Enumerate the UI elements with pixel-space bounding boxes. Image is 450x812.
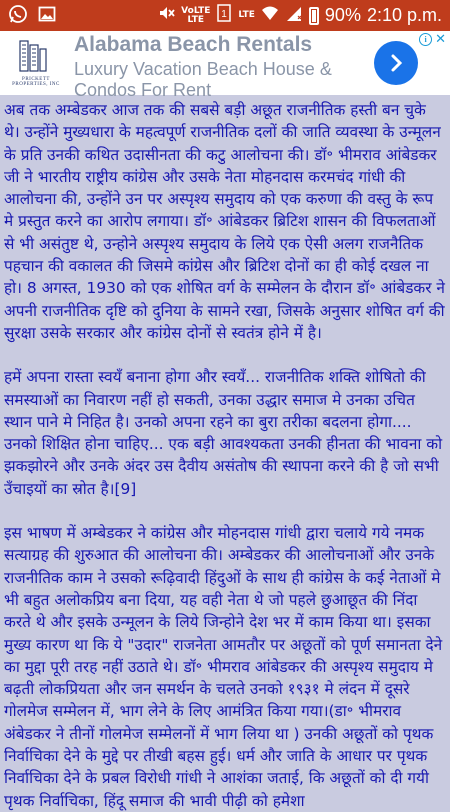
svg-text:1: 1: [221, 9, 228, 20]
ad-choices[interactable]: [419, 33, 446, 46]
article-body[interactable]: [0, 95, 450, 810]
lte-label-2: LTE: [238, 10, 255, 20]
status-left-icons: [8, 4, 56, 28]
article-paragraph-1: अब तक अम्बेडकर आज तक की सबसे बड़ी अछूत राजनीतिक हस्ती बन चुके थे। उन्होंने मुख्यधारा के महत्वपूर्ण राजनीतिक दलों की जाति व्यवस्था के उन्मूलन के प्रति उनकी कथित उदासीनता की कटु आलोचना की। डॉ॰ भीमराव आंबेडकर जी ने भारतीय राष्ट्रीय कांग्रेस और उसके नेता मोहनदास करमचंद गांधी की आलोचना की, उन्होंने उन पर अस्पृश्य समुदाय को एक करुणा की वस्तु के रूप मे प्रस्तुत करने का आरोप लगाया। डॉ॰ आंबेडकर ब्रिटिश शासन की विफलताओं से भी असंतुष्ट थे, उन्होने अस्पृश्य समुदाय के लिये एक ऐसी अलग राजनैतिक पहचान की वकालत की जिसमे कांग्रेस और ब्रिटिश दोनों का ही कोई दखल ना हो। 8 अगस्त, 1930 को एक शोषित वर्ग के सम्मेलन के दौरान डॉ॰ आंबेडकर ने अपनी राजनीतिक दृष्टि को दुनिया के सामने रखा, जिसके अनुसार शोषित वर्ग की सुरक्षा उसके सरकार और कांग्रेस दोनों से स्वतंत्र होने में है।: [4, 101, 445, 342]
ad-title[interactable]: Alabama Beach Rentals: [74, 33, 313, 56]
gallery-icon: [38, 5, 56, 27]
mute-icon: [157, 4, 175, 27]
lte-signal-icon: [216, 3, 232, 28]
status-bar: [0, 0, 450, 31]
whatsapp-icon: [8, 4, 28, 28]
ad-description[interactable]: Luxury Vacation Beach House & Condos For Rent: [74, 59, 332, 100]
clock-time: 2:10 p.m.: [366, 5, 442, 25]
volte-icon: [181, 7, 210, 25]
lte-label-1: LTE: [187, 14, 205, 25]
battery-percent: 90%: [324, 5, 361, 25]
ad-building-logo-icon: [6, 39, 56, 73]
battery-icon: [309, 7, 319, 25]
article-paragraph-3: इस भाषण में अम्बेडकर ने कांग्रेस और मोहनदास गांधी द्वारा चलाये गये नमक सत्याग्रह की शुरुआत की आलोचना की। अम्बेडकर की आलोचनाओं और उनके राजनीतिक काम ने उसको रूढ़िवादी हिंदुओं के साथ ही कांग्रेस के कई नेताओं मे भी बहुत अलोकप्रिय बना दिया, यह वही नेता थे जो पहले छुआछूत की निंदा करते थे और इसके उन्मूलन के लिये जिन्होने देश भर में काम किया था। इसका मुख्य कारण था कि ये "उदार" राजनेता आमतौर पर अछूतों को पूर्ण समानता देने का मुद्दा पूरी तरह नहीं उठाते थे। डॉ॰ भीमराव आंबेडकर की अस्पृश्य समुदाय मे बढ़ती लोकप्रियता और जन समर्थन के चलते उनको १९३१ मे लंदन में दूसरे गोलमेज सम्मेलन में, भाग लेने के लिए आमंत्रित किया गया।(डा॰ भीमराव अंबेडकर ने तीनों गोलमेज सम्मेलनों में भाग लिया था ) उनकी अछूतों को पृथक निर्वाचिका देने के मुद्दे पर तीखी बहस हुई। धर्म और जाति के आधार पर पृथक निर्वाचिका देने के प्रबल विरोधी गांधी ने आशंका जताई, कि अछूतों को दी गयी पृथक निर्वाचिका, हिंदू समाज की भावी पीढ़ी को हमेशा: [4, 524, 443, 810]
ad-info-icon[interactable]: i: [419, 33, 432, 46]
status-right-icons: [157, 3, 442, 28]
ad-logo[interactable]: [6, 39, 60, 87]
ad-arrow-button[interactable]: [374, 41, 418, 85]
signal-icon: [285, 4, 303, 27]
wifi-icon: [261, 4, 279, 27]
volte-label: VoLTE: [181, 5, 211, 16]
article-paragraph-2: हमें अपना रास्ता स्वयँ बनाना होगा और स्वयँ... राजनीतिक शक्ति शोषितो की समस्याओं का निवारण नहीं हो सकती, उनका उद्धार समाज मे उनका उचित स्थान पाने मे निहित है। उनको अपना रहने का बुरा तरीका बदलना होगा.... उनको शिक्षित होना चाहिए... एक बड़ी आवश्यकता उनकी हीनता की भावना को झकझोरने और उनके अंदर उस दैवीय असंतोष की स्थापना करने की है जो सभी उँचाइयों का स्रोत है।[9]: [4, 368, 443, 498]
ad-brand-small: PRICKETT PROPERTIES, INC: [12, 77, 60, 87]
ad-arrow-icon: [386, 53, 406, 73]
ad-banner[interactable]: [0, 31, 450, 100]
ad-close-icon[interactable]: ✕: [435, 31, 446, 47]
lte-badge: [238, 11, 255, 20]
